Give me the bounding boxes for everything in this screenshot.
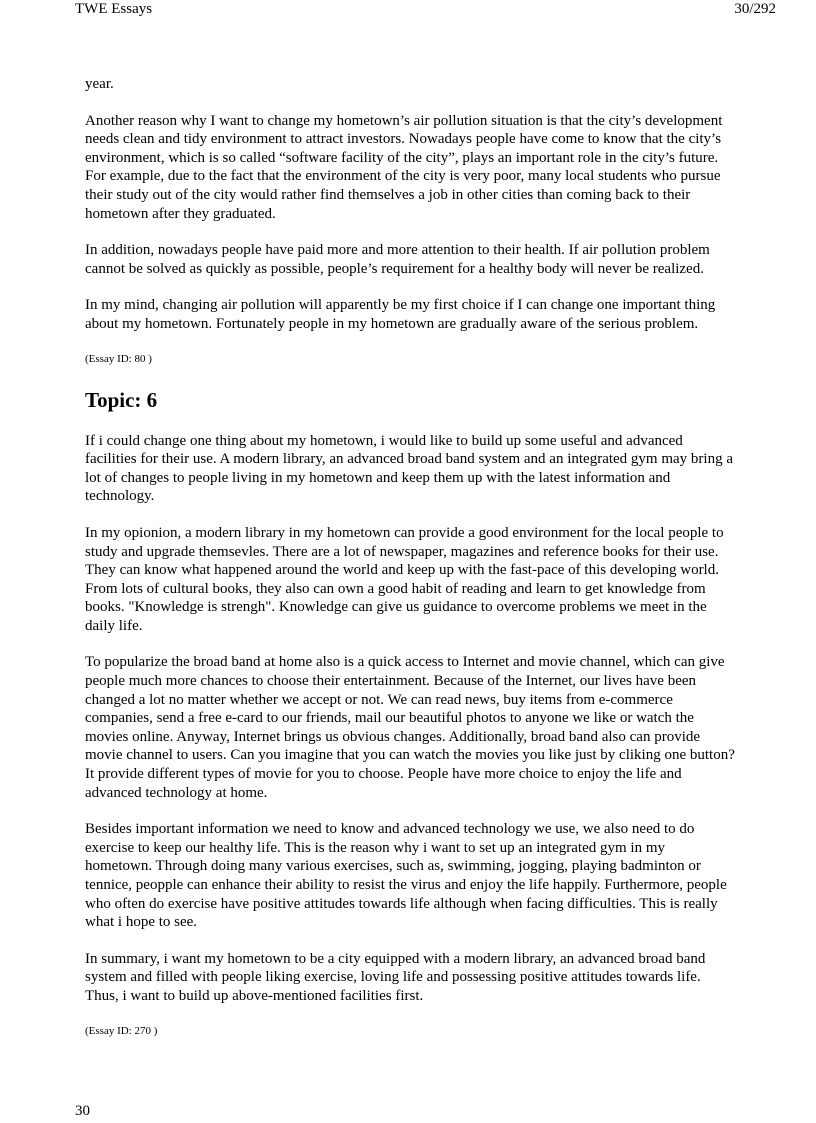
header-title: TWE Essays	[75, 1, 153, 17]
paragraph: If i could change one thing about my hometown, i would like to build up some useful and advanced facilities for their use. A modern library, an advanced broad band system and an integrated gym may bring a lot of changes to people living in my hometown and keep them up with the latest information and technology.	[85, 432, 733, 505]
paragraph: year.	[85, 76, 114, 92]
page-header	[75, 0, 776, 22]
paragraph: To popularize the broad band at home also is a quick access to Internet and movie channel, which can give people much more chances to choose their entertainment. Because of the Internet, our lives have been changed a lot no matter whether we accept or not. We can read news, buy items from e-commerce companies, send a free e-card to our friends, mail our beautiful photos to anyone we like or watch the movies online. Anyway, Internet brings us obvious changes. Additionally, broad band also can provide movie channel to users. Can you imagine that you can watch the movies you like just by cliking one button? It provide different types of movie for you to choose. People have more choice to enjoy the life and advanced technology at home.	[85, 654, 735, 801]
paragraph: In my mind, changing air pollution will apparently be my first choice if I can change one important thing about my hometown. Fortunately people in my hometown are gradually aware of the serious problem.	[85, 297, 716, 332]
topic-heading: Topic: 6	[85, 387, 158, 412]
document-body	[85, 75, 735, 1060]
page-number: 30	[75, 1103, 90, 1119]
paragraph: In addition, nowadays people have paid more and more attention to their health. If air pollution problem cannot be solved as quickly as possible, people’s requirement for a healthy body will never be realized.	[85, 242, 710, 277]
essay-id: (Essay ID: 80 )	[85, 352, 152, 365]
paragraph: In my opionion, a modern library in my hometown can provide a good environment for the local people to study and upgrade themsevles. There are a lot of newspaper, magazines and reference books for their use. They can know what happened around the world and keep up with the fast-pace of this developing world. From lots of cultural books, they also can own a good habit of reading and learn to get knowledge from books. "Knowledge is strengh". Knowledge can give us guidance to overcome problems we meet in the daily life.	[85, 524, 724, 634]
essay-id: (Essay ID: 270 )	[85, 1024, 158, 1037]
header-page-count: 30/292	[734, 1, 776, 17]
paragraph: In summary, i want my hometown to be a city equipped with a modern library, an advanced broad band system and filled with people liking exercise, loving life and possessing positive attitudes towards life. Thus, i want to build up above-mentioned facilities first.	[85, 950, 706, 1004]
paragraph: Besides important information we need to know and advanced technology we use, we also need to do exercise to keep our healthy life. This is the reason why i want to set up an integrated gym in my hometown. Through doing many various exercises, such as, swimming, jogging, playing badminton or tennice, peopple can enhance their ability to resist the virus and enjoy the life happily. Furthermore, people who often do exercise have positive attitudes towards life although when facing difficulties. This is really what i hope to see.	[85, 821, 727, 931]
paragraph: Another reason why I want to change my hometown’s air pollution situation is that the city’s development needs clean and tidy environment to attract investors. Nowadays people have come to know that the city’s environment, which is so called “software facility of the city”, plays an important role in the city’s future. For example, due to the fact that the environment of the city is very poor, many local students who pursue their study out of the city would rather find themselves a job in other cities than coming back to their hometown after they graduated.	[85, 112, 723, 222]
